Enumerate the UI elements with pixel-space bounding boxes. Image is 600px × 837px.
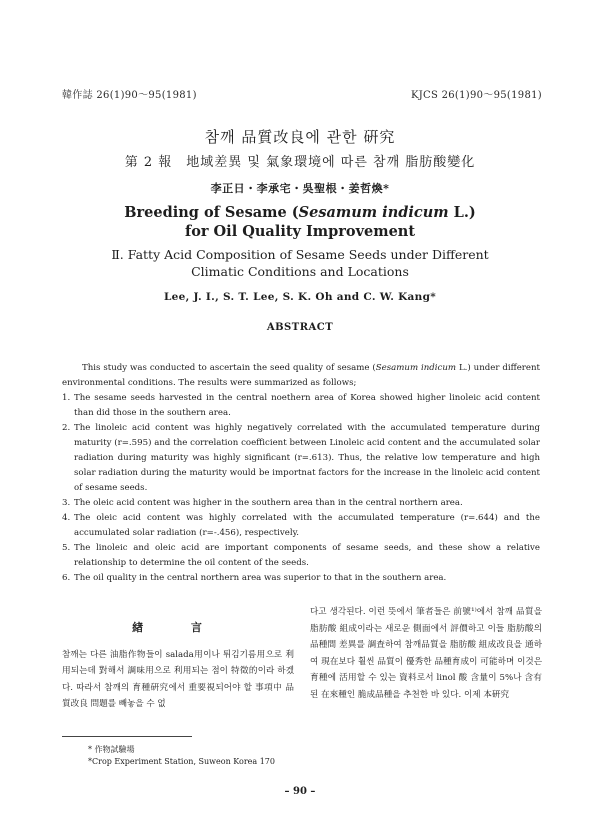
list-item-text: The linoleic and oleic acid are important components of sesame seeds, and these show a relative relationship to determine the oil content of the seeds. bbox=[74, 543, 540, 568]
body-left-column bbox=[62, 604, 294, 713]
list-item bbox=[62, 541, 540, 571]
english-subtitle bbox=[0, 246, 600, 280]
list-item-text: The oleic acid content was higher in the southern area than in the central northern area. bbox=[74, 498, 463, 508]
abstract-intro bbox=[62, 361, 540, 391]
abstract-results-list bbox=[62, 391, 540, 586]
abstract-intro-part1: This study was conducted to ascertain the seed quality of sesame ( bbox=[82, 363, 376, 373]
page-number: – 90 – bbox=[284, 786, 316, 797]
korean-subtitle: 第 2 報 地域差異 및 氣象環境에 따른 참깨 脂肪酸變化 bbox=[124, 155, 476, 170]
footnote-affiliation-english: *Crop Experiment Station, Suweon Korea 170 bbox=[88, 757, 275, 766]
english-subtitle-line2: Climatic Conditions and Locations bbox=[191, 264, 409, 279]
abstract-intro-part2: L.) under different environmental conditions. The results were summarized as follows; bbox=[62, 363, 540, 388]
english-title-line2: for Oil Quality Improvement bbox=[184, 223, 416, 240]
list-item-number: 2. bbox=[62, 423, 71, 433]
list-item-text: The sesame seeds harvested in the central noethern area of Korea showed higher linoleic acid content than did those in the southern area. bbox=[74, 393, 540, 418]
list-item bbox=[62, 571, 540, 586]
introduction-text-left: 참깨는 다른 油脂作物들이 salada用이나 튀김기름用으로 利用되는데 對해서 調味用으로 利用되는 점이 特徵的이라 하겠다. 따라서 참깨의 育種硏究에서 重要視되어야 할 事項中 品質改良 問題를 빼놓을 수 없 bbox=[62, 649, 294, 710]
abstract-intro-species: Sesamum indicum bbox=[375, 363, 457, 373]
journal-header-korean: 韓作誌 26(1)90〜95(1981) bbox=[62, 90, 197, 101]
english-title-species: Sesamum indicum bbox=[298, 204, 449, 221]
list-item-text: The oleic acid content was highly correlated with the accumulated temperature (r=.644) and the accumulated solar radiation (r=-.456), respectively. bbox=[74, 513, 540, 538]
english-authors: Lee, J. I., S. T. Lee, S. K. Oh and C. W. Kang* bbox=[163, 291, 437, 303]
list-item-number: 6. bbox=[62, 573, 71, 583]
list-item-text: The linoleic acid content was highly negatively correlated with the accumulated temperature during maturity (r=.595) and the correlation coefficient between Linoleic acid content and the accumulated solar radiation during maturity was highly significant (r=.613). Thus, the relative low temperature and high solar radiation during the maturity would be importnat factors for the increase in the linoleic acid content of sesame seeds. bbox=[74, 423, 540, 493]
abstract-body bbox=[62, 361, 540, 586]
list-item bbox=[62, 421, 540, 496]
list-item bbox=[62, 391, 540, 421]
english-title bbox=[0, 203, 600, 241]
english-subtitle-line1: Ⅱ. Fatty Acid Composition of Sesame Seeds under Different bbox=[111, 247, 489, 262]
body-right-column bbox=[310, 604, 542, 704]
footnote-affiliation-korean: * 作物試驗場 bbox=[88, 745, 135, 754]
introduction-text-right: 다고 생각된다. 이런 뜻에서 筆者들은 前號¹⁾에서 참깨 品質을 脂肪酸 組成이라는 새로운 側面에서 評價하고 이들 脂肪酸의 品種間 差異를 調査하여 참깨品質을 脂肪酸 組成改良을 通하여 現在보다 훨씬 品質이 優秀한 品種育成이 可能하며 이것은 育種에 活用할 수 있는 資料로서 linol 酸 含量이 5%나 含有된 在來種인 脆成品種을 추천한 바 있다. 이제 本硏究 bbox=[310, 607, 542, 700]
english-title-part1: Breeding of Sesame ( bbox=[124, 204, 299, 221]
journal-header-english: KJCS 26(1)90〜95(1981) bbox=[410, 90, 542, 101]
list-item bbox=[62, 511, 540, 541]
english-title-part2: L.) bbox=[448, 204, 476, 221]
list-item-number: 1. bbox=[62, 393, 71, 403]
list-item-number: 5. bbox=[62, 543, 71, 553]
korean-title: 참깨 品質改良에 관한 硏究 bbox=[204, 128, 396, 146]
list-item-number: 4. bbox=[62, 513, 71, 523]
list-item-number: 3. bbox=[62, 498, 71, 508]
abstract-heading: ABSTRACT bbox=[266, 322, 334, 333]
list-item-text: The oil quality in the central northern area was superior to that in the southern area. bbox=[74, 573, 447, 583]
introduction-heading: 緖 言 bbox=[132, 621, 224, 634]
korean-authors: 李正日・李承宅・吳聖根・姜哲煥* bbox=[210, 182, 390, 195]
list-item bbox=[62, 496, 540, 511]
footnote-divider bbox=[62, 736, 192, 737]
